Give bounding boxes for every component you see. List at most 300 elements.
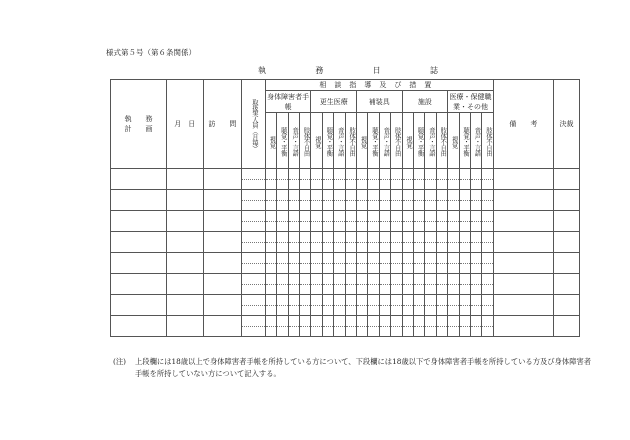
table-cell[interactable] [493,190,553,211]
table-cell[interactable] [242,295,266,306]
table-cell[interactable] [554,274,580,295]
table-cell[interactable] [311,295,322,306]
table-cell[interactable] [482,316,493,327]
table-cell[interactable] [334,316,345,327]
table-cell[interactable] [265,179,276,190]
table-cell[interactable] [448,221,459,232]
table-cell[interactable] [482,200,493,211]
table-cell[interactable] [111,232,167,253]
table-cell[interactable] [277,179,288,190]
table-cell[interactable] [300,253,311,264]
table-cell[interactable] [391,211,402,222]
table-cell[interactable] [482,263,493,274]
table-cell[interactable] [357,211,368,222]
table-cell[interactable] [345,190,356,201]
table-cell[interactable] [425,284,436,295]
table-cell[interactable] [166,316,203,337]
table-cell[interactable] [111,253,167,274]
table-cell[interactable] [277,253,288,264]
table-cell[interactable] [436,221,447,232]
table-cell[interactable] [288,326,299,337]
table-cell[interactable] [334,179,345,190]
table-cell[interactable] [311,190,322,201]
table-cell[interactable] [111,190,167,211]
table-cell[interactable] [300,169,311,180]
table-cell[interactable] [436,305,447,316]
table-cell[interactable] [459,179,470,190]
table-cell[interactable] [322,253,333,264]
table-cell[interactable] [166,169,203,190]
table-cell[interactable] [470,274,481,285]
table-cell[interactable] [288,242,299,253]
table-cell[interactable] [334,284,345,295]
table-cell[interactable] [242,274,266,285]
table-cell[interactable] [391,263,402,274]
table-cell[interactable] [203,316,242,337]
table-cell[interactable] [459,305,470,316]
table-cell[interactable] [265,305,276,316]
table-cell[interactable] [322,326,333,337]
table-cell[interactable] [554,253,580,274]
table-cell[interactable] [288,316,299,327]
table-cell[interactable] [322,305,333,316]
table-cell[interactable] [402,316,413,327]
table-cell[interactable] [459,253,470,264]
table-cell[interactable] [391,326,402,337]
table-cell[interactable] [448,263,459,274]
table-cell[interactable] [482,295,493,306]
table-cell[interactable] [470,221,481,232]
table-cell[interactable] [413,284,424,295]
table-cell[interactable] [345,316,356,327]
table-cell[interactable] [470,242,481,253]
table-cell[interactable] [413,326,424,337]
table-cell[interactable] [311,274,322,285]
table-cell[interactable] [300,190,311,201]
table-cell[interactable] [322,316,333,327]
table-cell[interactable] [402,274,413,285]
table-cell[interactable] [402,326,413,337]
table-cell[interactable] [436,295,447,306]
table-cell[interactable] [300,305,311,316]
table-cell[interactable] [482,284,493,295]
table-cell[interactable] [482,305,493,316]
table-cell[interactable] [357,295,368,306]
table-cell[interactable] [277,211,288,222]
table-cell[interactable] [265,211,276,222]
table-cell[interactable] [300,284,311,295]
table-cell[interactable] [391,284,402,295]
table-cell[interactable] [277,221,288,232]
table-cell[interactable] [345,179,356,190]
table-cell[interactable] [345,253,356,264]
table-cell[interactable] [402,211,413,222]
table-cell[interactable] [470,263,481,274]
table-cell[interactable] [300,326,311,337]
table-cell[interactable] [277,326,288,337]
table-cell[interactable] [357,242,368,253]
table-cell[interactable] [277,200,288,211]
table-cell[interactable] [379,221,390,232]
table-cell[interactable] [277,274,288,285]
table-cell[interactable] [482,221,493,232]
table-cell[interactable] [322,274,333,285]
table-cell[interactable] [459,232,470,243]
table-cell[interactable] [436,316,447,327]
table-cell[interactable] [391,221,402,232]
table-cell[interactable] [391,169,402,180]
table-cell[interactable] [368,211,379,222]
table-cell[interactable] [470,253,481,264]
table-cell[interactable] [368,263,379,274]
table-cell[interactable] [379,326,390,337]
table-cell[interactable] [166,295,203,316]
table-cell[interactable] [493,211,553,232]
table-cell[interactable] [345,263,356,274]
table-cell[interactable] [436,284,447,295]
table-cell[interactable] [368,200,379,211]
table-cell[interactable] [379,274,390,285]
table-cell[interactable] [379,253,390,264]
table-cell[interactable] [482,190,493,201]
table-cell[interactable] [311,253,322,264]
table-cell[interactable] [402,284,413,295]
table-cell[interactable] [368,326,379,337]
table-cell[interactable] [265,200,276,211]
table-cell[interactable] [391,200,402,211]
table-cell[interactable] [357,274,368,285]
table-cell[interactable] [436,232,447,243]
table-cell[interactable] [311,326,322,337]
table-cell[interactable] [334,232,345,243]
table-cell[interactable] [242,211,266,222]
table-cell[interactable] [482,242,493,253]
table-cell[interactable] [288,200,299,211]
table-cell[interactable] [166,232,203,253]
table-cell[interactable] [242,179,266,190]
table-cell[interactable] [334,305,345,316]
table-cell[interactable] [277,284,288,295]
table-cell[interactable] [436,179,447,190]
table-cell[interactable] [459,190,470,201]
table-cell[interactable] [334,242,345,253]
table-cell[interactable] [334,211,345,222]
table-cell[interactable] [425,316,436,327]
table-cell[interactable] [448,242,459,253]
table-cell[interactable] [357,316,368,327]
table-cell[interactable] [345,284,356,295]
table-cell[interactable] [357,253,368,264]
table-cell[interactable] [277,263,288,274]
table-cell[interactable] [413,221,424,232]
table-cell[interactable] [300,295,311,306]
table-cell[interactable] [322,190,333,201]
table-cell[interactable] [334,263,345,274]
table-cell[interactable] [425,326,436,337]
table-cell[interactable] [482,232,493,243]
table-cell[interactable] [493,295,553,316]
table-cell[interactable] [459,200,470,211]
table-cell[interactable] [493,274,553,295]
table-cell[interactable] [368,253,379,264]
table-cell[interactable] [402,253,413,264]
table-cell[interactable] [413,295,424,306]
table-cell[interactable] [242,232,266,243]
table-cell[interactable] [300,263,311,274]
table-cell[interactable] [277,242,288,253]
table-cell[interactable] [448,211,459,222]
table-cell[interactable] [391,253,402,264]
table-cell[interactable] [391,316,402,327]
table-cell[interactable] [334,221,345,232]
table-cell[interactable] [368,274,379,285]
table-cell[interactable] [288,179,299,190]
table-cell[interactable] [311,284,322,295]
table-cell[interactable] [242,242,266,253]
table-cell[interactable] [391,242,402,253]
table-cell[interactable] [265,284,276,295]
table-cell[interactable] [554,295,580,316]
table-cell[interactable] [322,211,333,222]
table-cell[interactable] [470,179,481,190]
table-cell[interactable] [203,295,242,316]
table-cell[interactable] [357,169,368,180]
table-cell[interactable] [459,242,470,253]
table-cell[interactable] [166,211,203,232]
table-cell[interactable] [111,274,167,295]
table-cell[interactable] [436,211,447,222]
table-cell[interactable] [402,179,413,190]
table-cell[interactable] [436,326,447,337]
table-cell[interactable] [448,169,459,180]
table-cell[interactable] [379,295,390,306]
table-cell[interactable] [265,242,276,253]
table-cell[interactable] [322,242,333,253]
table-cell[interactable] [436,263,447,274]
table-cell[interactable] [345,305,356,316]
table-cell[interactable] [379,211,390,222]
table-cell[interactable] [425,253,436,264]
table-cell[interactable] [391,179,402,190]
table-cell[interactable] [470,211,481,222]
table-cell[interactable] [470,284,481,295]
table-cell[interactable] [288,211,299,222]
table-cell[interactable] [493,316,553,337]
table-cell[interactable] [300,200,311,211]
table-cell[interactable] [334,326,345,337]
table-cell[interactable] [242,190,266,201]
table-cell[interactable] [459,326,470,337]
table-cell[interactable] [554,232,580,253]
table-cell[interactable] [277,190,288,201]
table-cell[interactable] [288,274,299,285]
table-cell[interactable] [334,200,345,211]
table-cell[interactable] [436,169,447,180]
table-cell[interactable] [402,305,413,316]
table-cell[interactable] [334,253,345,264]
table-cell[interactable] [413,232,424,243]
table-cell[interactable] [425,179,436,190]
table-cell[interactable] [357,305,368,316]
table-cell[interactable] [111,169,167,190]
table-cell[interactable] [368,242,379,253]
table-cell[interactable] [345,211,356,222]
table-cell[interactable] [345,326,356,337]
table-cell[interactable] [379,263,390,274]
table-cell[interactable] [425,232,436,243]
table-cell[interactable] [357,179,368,190]
table-cell[interactable] [368,179,379,190]
table-cell[interactable] [402,221,413,232]
table-cell[interactable] [470,169,481,180]
table-cell[interactable] [493,169,553,190]
table-cell[interactable] [322,221,333,232]
table-cell[interactable] [368,169,379,180]
table-cell[interactable] [265,326,276,337]
table-cell[interactable] [265,316,276,327]
table-cell[interactable] [166,274,203,295]
table-cell[interactable] [391,190,402,201]
table-cell[interactable] [357,263,368,274]
table-cell[interactable] [482,211,493,222]
table-cell[interactable] [357,190,368,201]
table-cell[interactable] [288,284,299,295]
table-cell[interactable] [300,221,311,232]
table-cell[interactable] [277,305,288,316]
table-cell[interactable] [345,221,356,232]
table-cell[interactable] [334,295,345,306]
table-cell[interactable] [111,295,167,316]
table-cell[interactable] [334,274,345,285]
table-cell[interactable] [203,274,242,295]
table-cell[interactable] [425,263,436,274]
table-cell[interactable] [413,242,424,253]
table-cell[interactable] [448,305,459,316]
table-cell[interactable] [425,295,436,306]
table-cell[interactable] [448,232,459,243]
table-cell[interactable] [554,169,580,190]
table-cell[interactable] [425,211,436,222]
table-cell[interactable] [265,169,276,180]
table-cell[interactable] [345,295,356,306]
table-cell[interactable] [311,179,322,190]
table-cell[interactable] [345,274,356,285]
table-cell[interactable] [334,169,345,180]
table-cell[interactable] [242,263,266,274]
table-cell[interactable] [322,295,333,306]
table-cell[interactable] [288,190,299,201]
table-cell[interactable] [391,295,402,306]
table-cell[interactable] [357,232,368,243]
table-cell[interactable] [203,211,242,232]
table-cell[interactable] [300,232,311,243]
table-cell[interactable] [322,169,333,180]
table-cell[interactable] [402,263,413,274]
table-cell[interactable] [413,169,424,180]
table-cell[interactable] [425,274,436,285]
table-cell[interactable] [402,200,413,211]
table-cell[interactable] [470,200,481,211]
table-cell[interactable] [357,221,368,232]
table-cell[interactable] [470,295,481,306]
table-cell[interactable] [470,232,481,243]
table-cell[interactable] [288,305,299,316]
table-cell[interactable] [448,179,459,190]
table-cell[interactable] [242,316,266,327]
table-cell[interactable] [425,169,436,180]
table-cell[interactable] [436,190,447,201]
table-cell[interactable] [242,200,266,211]
table-cell[interactable] [357,200,368,211]
table-cell[interactable] [379,179,390,190]
table-cell[interactable] [448,326,459,337]
table-cell[interactable] [379,200,390,211]
table-cell[interactable] [459,295,470,306]
table-cell[interactable] [322,263,333,274]
table-cell[interactable] [300,242,311,253]
table-cell[interactable] [413,253,424,264]
table-cell[interactable] [448,274,459,285]
table-cell[interactable] [203,253,242,274]
table-cell[interactable] [242,305,266,316]
table-cell[interactable] [470,316,481,327]
table-cell[interactable] [413,190,424,201]
table-cell[interactable] [402,295,413,306]
table-cell[interactable] [345,242,356,253]
table-cell[interactable] [402,169,413,180]
table-cell[interactable] [459,263,470,274]
table-cell[interactable] [265,295,276,306]
table-cell[interactable] [402,242,413,253]
table-cell[interactable] [288,253,299,264]
table-cell[interactable] [379,316,390,327]
table-cell[interactable] [357,326,368,337]
table-cell[interactable] [368,305,379,316]
table-cell[interactable] [311,263,322,274]
table-cell[interactable] [311,221,322,232]
table-cell[interactable] [459,284,470,295]
table-cell[interactable] [368,316,379,327]
table-cell[interactable] [265,253,276,264]
table-cell[interactable] [493,253,553,274]
table-cell[interactable] [368,295,379,306]
table-cell[interactable] [413,211,424,222]
table-cell[interactable] [493,232,553,253]
table-cell[interactable] [300,316,311,327]
table-cell[interactable] [402,190,413,201]
table-cell[interactable] [265,232,276,243]
table-cell[interactable] [459,221,470,232]
table-cell[interactable] [334,190,345,201]
table-cell[interactable] [379,284,390,295]
table-cell[interactable] [459,316,470,327]
table-cell[interactable] [425,221,436,232]
table-cell[interactable] [436,242,447,253]
table-cell[interactable] [413,263,424,274]
table-cell[interactable] [470,326,481,337]
table-cell[interactable] [459,211,470,222]
table-cell[interactable] [436,274,447,285]
table-cell[interactable] [368,284,379,295]
table-cell[interactable] [368,232,379,243]
table-cell[interactable] [311,169,322,180]
table-cell[interactable] [166,190,203,211]
table-cell[interactable] [425,305,436,316]
table-cell[interactable] [242,169,266,180]
table-cell[interactable] [402,232,413,243]
table-cell[interactable] [322,284,333,295]
table-cell[interactable] [311,242,322,253]
